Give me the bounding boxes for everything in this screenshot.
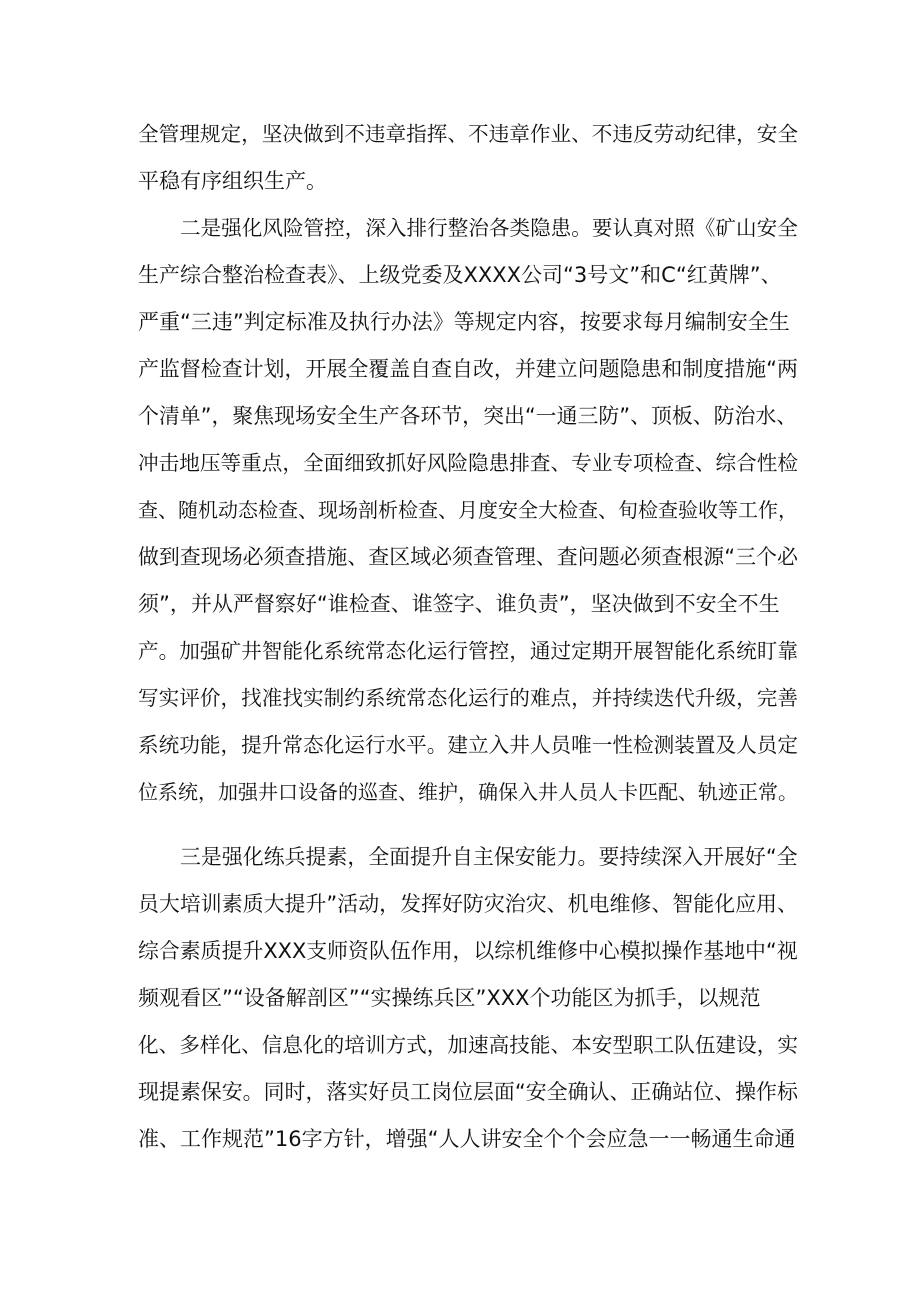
text-line-8: 冲击地压等重点，全面细致抓好风险隐患排査、专业专项检查、综合性检 — [138, 451, 798, 475]
text-line-18: 综合素质提升XXX支师资队伍作用，以综机维修中心模拟操作基地中“视 — [138, 939, 798, 963]
text-line-12: 产。加强矿井智能化系统常态化运行管控，通过定期开展智能化系统盯靠 — [138, 639, 798, 663]
text-line-17: 员大培训素质大提升”活动，发挥好防灾治灾、机电维修、智能化应用、 — [138, 892, 798, 916]
text-line-10: 做到查现场必须查措施、查区域必须查管理、査问题必须查根源“三个必 — [138, 545, 798, 569]
text-line-14: 系统功能，提升常态化运行水平。建立入井人员唯一性检测装置及人员定 — [138, 733, 798, 757]
paragraph-2-first-line: 二是强化风险管控，深入排行整治各类隐患。要认真对照《矿山安全 — [180, 216, 798, 240]
text-line-1: 全管理规定，坚决做到不违章指挥、不违章作业、不违反劳动纪律，安全 — [138, 122, 798, 146]
text-line-9: 查、随机动态检查、现场剖析检查、月度安全大检查、旬检查验收等工作， — [138, 498, 798, 522]
text-line-11: 须”，并从严督察好“谁检查、谁签字、谁负责”，坚决做到不安全不生 — [138, 592, 780, 616]
text-line-5: 严重“三违”判定标准及执行办法》等规定内容，按要求每月编制安全生 — [138, 310, 790, 334]
text-line-13: 写实评价，找准找实制约系统常态化运行的难点，并持续迭代升级，完善 — [138, 686, 798, 710]
paragraph-3-first-line: 三是强化练兵提素，全面提升自主保安能力。要持续深入开展好“全 — [180, 845, 798, 869]
text-line-22: 准、工作规范”16字方针，增强“人人讲安全个个会应急一一畅通生命通 — [138, 1127, 796, 1151]
text-line-6: 产监督检查计划，开展全覆盖自查自改，并建立问题隐患和制度措施“两 — [138, 357, 798, 381]
text-line-19: 频观看区”“设备解剖区”“实操练兵区”XXX个功能区为抓手，以规范 — [138, 986, 761, 1010]
text-line-20: 化、多样化、信息化的培训方式，加速高技能、本安型职工队伍建设，实 — [138, 1033, 798, 1057]
text-line-4: 生产综合整治检查表》、上级党委及XXXX公司“3号文”和C“红黄牌”、 — [138, 263, 782, 287]
text-line-7: 个清单”，聚焦现场安全生产各环节，突出“一通三防”、顶板、防治水、 — [138, 404, 798, 428]
text-line-21: 现提素保安。同时，落实好员工岗位层面“安全确认、正确站位、操作标 — [138, 1080, 798, 1104]
text-line-15: 位系统，加强井口设备的巡查、维护，确保入井人员人卡匹配、轨迹正常。 — [138, 780, 798, 804]
text-line-2: 平稳有序组织生产。 — [138, 169, 327, 193]
